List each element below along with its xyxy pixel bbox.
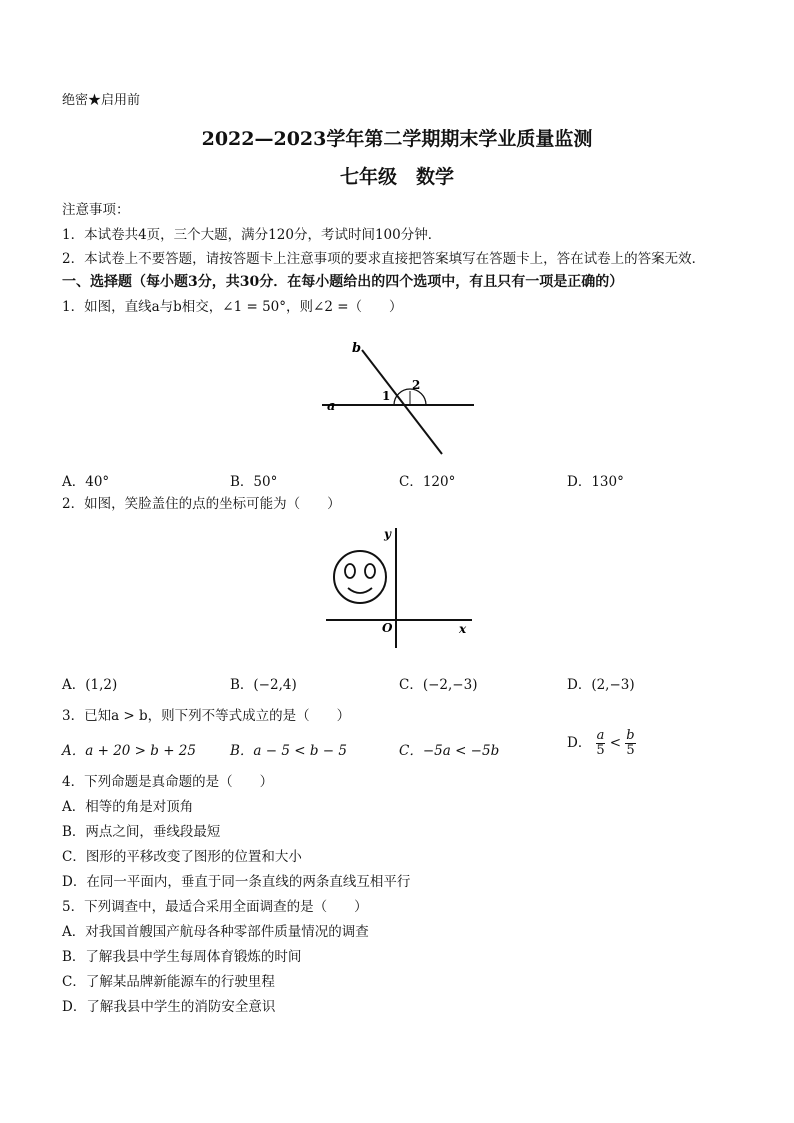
- q5-option-d[interactable]: D．了解我县中学生的消防安全意识: [62, 999, 276, 1015]
- question-1-stem: 1．如图，直线a与b相交，∠1 = 50°，则∠2 =（ ）: [62, 299, 403, 315]
- smiley-face-icon: [334, 551, 386, 603]
- fraction-left-denominator: 5: [596, 743, 605, 758]
- q2-option-c[interactable]: C．(−2,−3): [399, 677, 478, 693]
- q1-option-d[interactable]: D．130°: [567, 474, 624, 490]
- q3-option-a[interactable]: A．a + 20 > b + 25: [62, 743, 196, 759]
- question-2-stem: 2．如图，笑脸盖住的点的坐标可能为（ ）: [62, 496, 341, 512]
- label-line-a: a: [327, 399, 336, 414]
- q5-option-b[interactable]: B．了解我县中学生每周体育锻炼的时间: [62, 949, 302, 965]
- fraction-right-denominator: 5: [626, 743, 635, 758]
- q3-option-b[interactable]: B．a − 5 < b − 5: [230, 743, 347, 759]
- confidential-label: 绝密★启用前: [62, 93, 141, 108]
- question-1-options: [62, 470, 742, 488]
- q4-option-d[interactable]: D．在同一平面内，垂直于同一条直线的两条直线互相平行: [62, 874, 411, 890]
- q2-option-b[interactable]: B．(−2,4): [230, 677, 297, 693]
- note-item-2: 2．本试卷上不要答题，请按答题卡上注意事项的要求直接把答案填写在答题卡上，答在试卷上的答案无效．: [62, 251, 706, 267]
- label-origin: O: [382, 621, 393, 635]
- label-y: y: [384, 527, 391, 541]
- label-angle-1: 1: [382, 389, 391, 403]
- q2-option-d[interactable]: D．(2,−3): [567, 677, 635, 693]
- q5-option-a[interactable]: A．对我国首艘国产航母各种零部件质量情况的调查: [62, 924, 369, 940]
- exam-subtitle: 七年级 数学: [339, 166, 454, 188]
- section-heading-choice: 一、选择题（每小题3分，共30分．在每小题给出的四个选项中，有且只有一项是正确的）: [62, 274, 624, 290]
- q1-option-b[interactable]: B．50°: [230, 474, 278, 490]
- fraction-right-numerator: b: [626, 728, 635, 743]
- q1-option-c[interactable]: C．120°: [399, 474, 456, 490]
- exam-title: 2022—2023学年第二学期期末学业质量监测: [201, 128, 593, 150]
- question-1-figure: [322, 336, 482, 458]
- question-5-stem: 5．下列调查中，最适合采用全面调查的是（ ）: [62, 899, 368, 915]
- q3-option-c[interactable]: C．−5a < −5b: [399, 743, 500, 759]
- fraction-left: [596, 729, 606, 758]
- question-3-stem: 3．已知a > b，则下列不等式成立的是（ ）: [62, 708, 351, 724]
- q2-option-a[interactable]: A．(1,2): [62, 677, 118, 693]
- question-2-options: [62, 673, 742, 691]
- label-x: x: [459, 622, 467, 636]
- label-angle-2: 2: [412, 378, 421, 392]
- inequality-sign: <: [609, 735, 621, 751]
- question-4-stem: 4．下列命题是真命题的是（ ）: [62, 774, 274, 790]
- note-item-1: 1．本试卷共4页，三个大题，满分120分，考试时间100分钟．: [62, 227, 442, 243]
- q1-option-a[interactable]: A．40°: [62, 474, 110, 490]
- q4-option-b[interactable]: B．两点之间，垂线段最短: [62, 824, 221, 840]
- q4-option-a[interactable]: A．相等的角是对顶角: [62, 799, 194, 815]
- line-b: [362, 350, 442, 454]
- fraction-left-numerator: a: [596, 728, 605, 743]
- q3-option-d-prefix: D．: [567, 735, 592, 751]
- q4-option-c[interactable]: C．图形的平移改变了图形的位置和大小: [62, 849, 302, 865]
- label-line-b: b: [352, 341, 362, 356]
- question-3-options: [62, 728, 742, 759]
- question-2-figure: [322, 522, 478, 650]
- fraction-right: [625, 729, 635, 758]
- q3-option-d[interactable]: [567, 729, 636, 758]
- q5-option-c[interactable]: C．了解某品牌新能源车的行驶里程: [62, 974, 275, 990]
- notes-heading: 注意事项：: [62, 202, 130, 218]
